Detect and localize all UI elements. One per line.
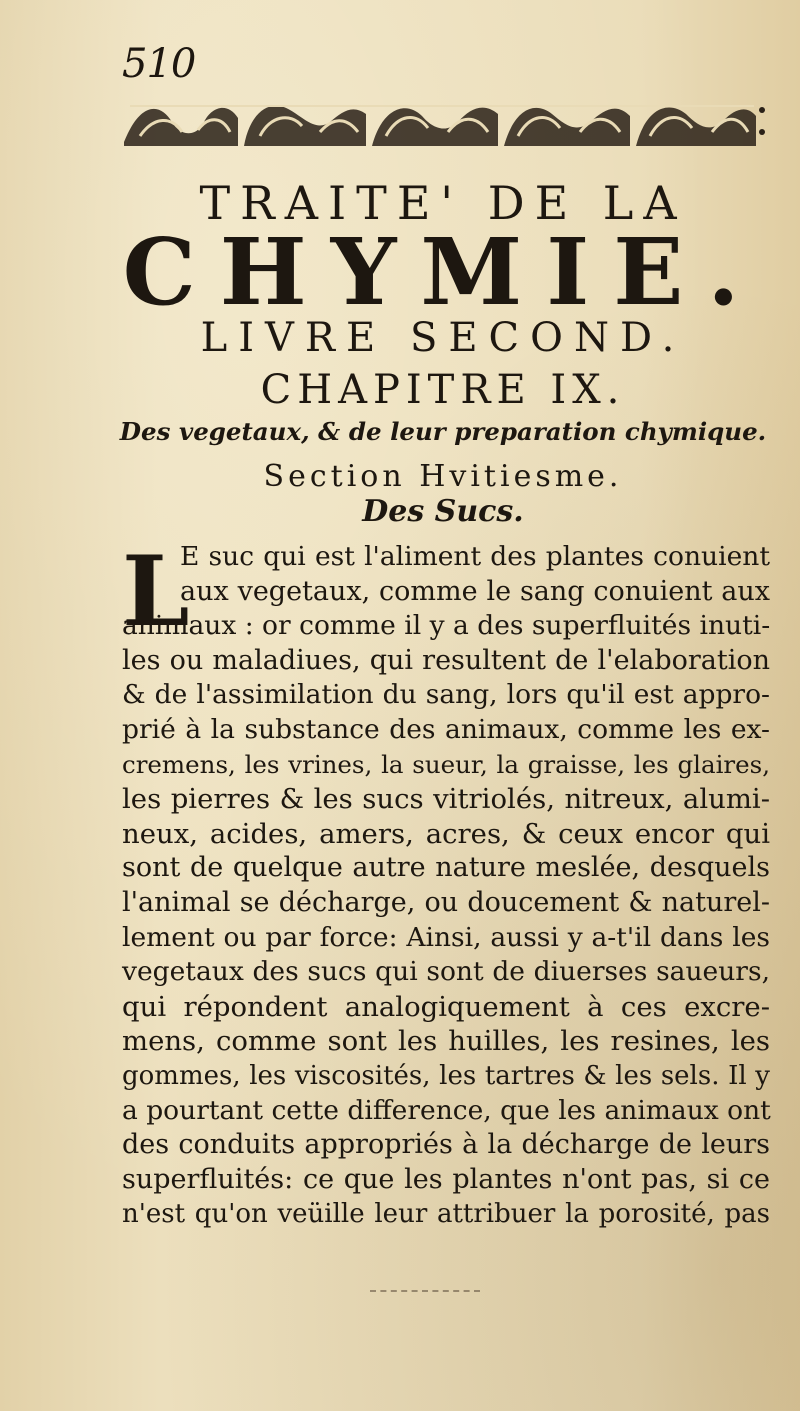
text-line: les pierres & les sucs vitriolés, nitreux, alumi- xyxy=(122,783,770,816)
text-line: E suc qui est l'aliment des plantes conuient xyxy=(180,541,770,572)
text-line: n'est qu'on veüille leur attribuer la porosité, pas xyxy=(122,1199,770,1230)
chapter-subtitle: Des vegetaux, & de leur preparation chymique. xyxy=(119,417,767,446)
text-line: animaux : or comme il y a des superfluités inuti- xyxy=(122,610,771,642)
section-label: Section Hvitiesme. xyxy=(263,459,623,494)
text-line: superfluités: ce que les plantes n'ont pas, si ce xyxy=(122,1163,770,1195)
text-line: cremens, les vrines, la sueur, la graisse, les glaires, xyxy=(122,749,770,779)
text-line: neux, acides, amers, acres, & ceux encor qui xyxy=(122,817,770,850)
text-line: des conduits appropriés à la décharge de leurs xyxy=(122,1129,770,1161)
text-line: gommes, les viscosités, les tartres & les sels. Il y xyxy=(122,1060,770,1091)
section-title: Des Sucs. xyxy=(362,494,524,529)
catchword-rule xyxy=(370,1290,480,1294)
main-title: CHYMIE. xyxy=(122,218,764,326)
body-text xyxy=(122,535,771,1232)
text-line: mens, comme sont les huilles, les resines, les xyxy=(122,1025,770,1058)
text-line: sont de quelque autre nature meslée, desquels xyxy=(122,852,770,884)
text-line: & de l'assimilation du sang, lors qu'il est appro- xyxy=(122,679,770,711)
text-line: a pourtant cette difference, que les animaux ont xyxy=(122,1094,771,1126)
text-line: lement ou par force: Ainsi, aussi y a-t'il dans les xyxy=(122,921,770,953)
text-line: les ou maladiues, qui resultent de l'elaboration xyxy=(122,644,770,676)
drop-cap: L xyxy=(122,535,190,648)
treatise-title: TRAITE' DE LA xyxy=(199,176,687,230)
ornamental-headband xyxy=(120,92,768,154)
book-label: LIVRE SECOND. xyxy=(200,315,686,361)
text-line: prié à la substance des animaux, comme les ex- xyxy=(122,713,770,745)
text-line: qui répondent analogiquement à ces excre- xyxy=(122,990,770,1023)
chapter-label: CHAPITRE IX. xyxy=(260,367,626,413)
text-line: vegetaux des sucs qui sont de diuerses saueurs, xyxy=(122,956,770,988)
page-number: 510 xyxy=(122,41,196,87)
text-line: l'animal se décharge, ou doucement & naturel- xyxy=(122,886,770,918)
text-line: aux vegetaux, comme le sang conuient aux xyxy=(180,575,770,607)
